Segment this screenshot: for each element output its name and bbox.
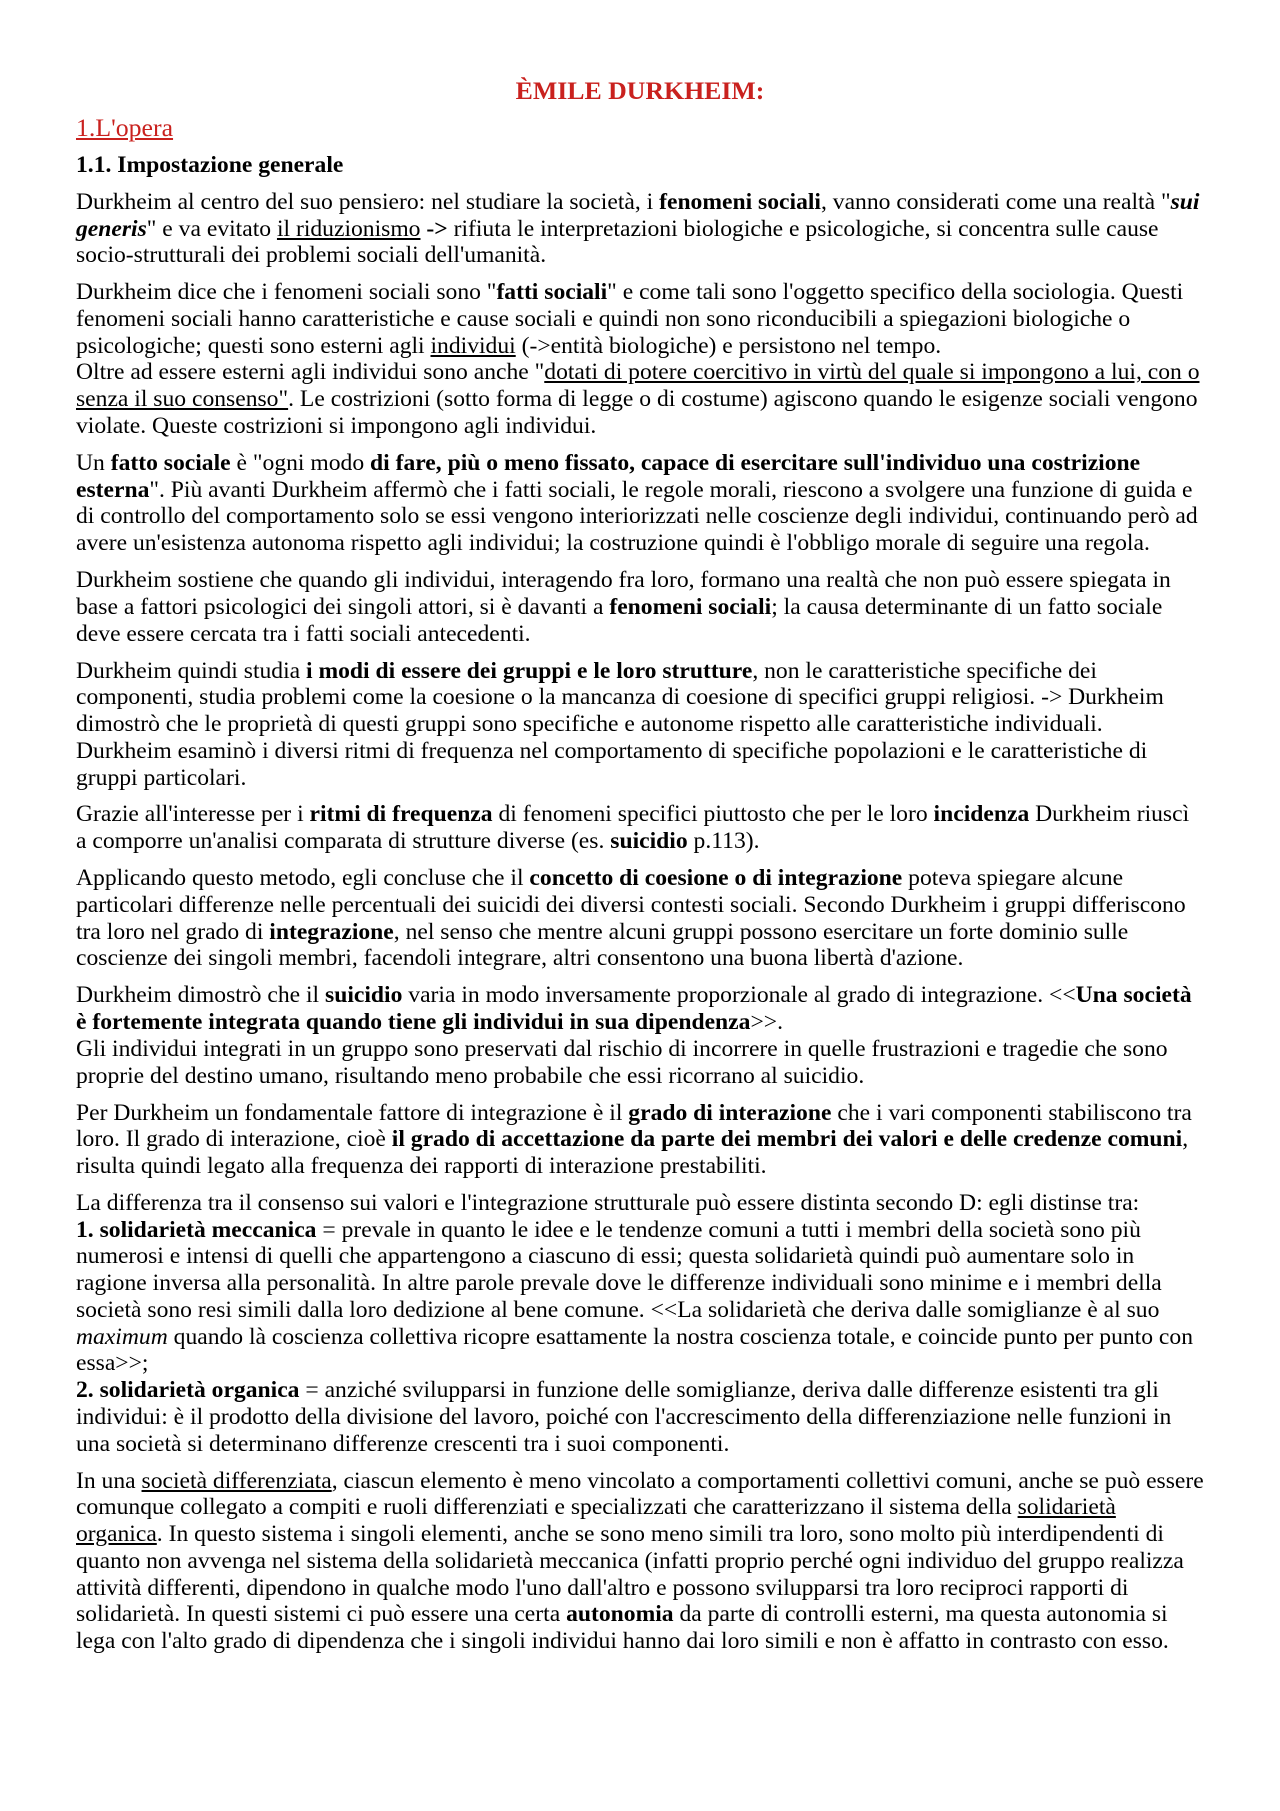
text-run: , ciascun elemento è meno vincolato a comportamenti collettivi comuni, anche se può essere comunque collegato a compiti e ruoli differenziati e specializzati che caratterizzano il sistema della [76, 1467, 1204, 1521]
text-run: (->entità biologiche) e persistono nel tempo. [515, 332, 942, 359]
text-run: , risulta quindi legato alla frequenza dei rapporti di interazione prestabiliti. [76, 1126, 1189, 1179]
bold-text: suicidio [325, 982, 403, 1009]
bold-text: fenomeni sociali [659, 188, 821, 215]
text-run: , non le caratteristiche specifiche dei componenti, studia problemi come la coesione o la mancanza di coesione di specifici gruppi religiosi. -> Durkheim dimostrò che le proprietà di questi gruppi sono specifiche e autonome rispetto alle caratteristiche individuali. Durkheim esaminò i diversi ritmi di frequenza nel comportamento di specifiche popolazioni e le caratteristiche di gruppi particolari. [76, 657, 1164, 791]
text-run: Grazie all'interesse per i [76, 801, 310, 828]
paragraph-10 [76, 1190, 1204, 1458]
bold-text: incidenza [933, 801, 1030, 828]
bold-text: i modi di essere dei gruppi e le loro strutture [306, 657, 753, 684]
underlined-text: società differenziata [141, 1467, 332, 1494]
underlined-text: il riduzionismo [276, 215, 421, 242]
paragraph-3 [76, 450, 1204, 557]
text-run: poteva spiegare alcune particolari differenze nelle percentuali dei suicidi dei diversi contesti sociali. Secondo Durkheim i gruppi differiscono tra loro nel grado di [76, 865, 1186, 945]
text-run: Durkheim riuscì a comporre un'analisi comparata di strutture diverse (es. [76, 801, 1190, 855]
bold-text: fatto sociale [110, 449, 231, 476]
text-run: " e va evitato [146, 215, 277, 242]
subsection-heading: 1.1. Impostazione generale [76, 151, 344, 178]
paragraph-9 [76, 1100, 1204, 1180]
paragraph-5 [76, 658, 1204, 792]
bold-text: suicidio [610, 828, 688, 855]
text-run: >>. [750, 1009, 783, 1036]
text-run: . In questo sistema i singoli elementi, anche se sono meno simili tra loro, sono molto più interdipendenti di quanto non avvenga nel sistema della solidarietà meccanica (infatti proprio perché ogni individuo del gruppo realizza attività differenti, dipendono in qualche modo l'uno dall'altro e possono svilupparsi tra loro reciproci rapporti di solidarietà. In questi sistemi ci può essere una certa [76, 1521, 1184, 1628]
text-run: è "ogni modo [230, 449, 371, 476]
bold-text: fatti sociali [496, 279, 608, 306]
bold-text: autonomia [566, 1601, 674, 1628]
paragraph-1 [76, 189, 1204, 269]
bold-text: ritmi di frequenza [309, 801, 493, 828]
text-run: da parte di controlli esterni, ma questa autonomia si lega con l'alto grado di dipendenza che i singoli individui hanno dai loro simili e non è affatto in contrasto con esso. [76, 1601, 1169, 1655]
text-run: di fenomeni specifici piuttosto che per le loro [492, 801, 934, 828]
text-run: = prevale in quanto le idee e le tendenze comuni a tutti i membri della società sono più numerosi e intensi di quelli che appartengono a ciascuno di essi; questa solidarietà quindi può aumentare solo in ragione inversa alla personalità. In altre parole prevale dove le differenze individuali sono minime e i membri della società sono resi simili dalla loro dedizione al bene comune. <<La solidarietà che deriva dalle somiglianze è al suo [76, 1216, 1162, 1323]
text-run: p.113). [687, 828, 760, 855]
paragraph-8 [76, 982, 1204, 1089]
bold-text: grado di interazione [628, 1099, 832, 1126]
underlined-text: solidarietà organica [76, 1494, 1116, 1548]
document-title: ÈMILE DURKHEIM: [515, 76, 765, 105]
text-run: In una [76, 1467, 142, 1494]
text-run: = anziché svilupparsi in funzione delle somiglianze, deriva dalle differenze esistenti tra gli individui: è il prodotto della divisione del lavoro, poiché con l'accrescimento della differenziazione nelle funzioni in una società si determinano differenze crescenti tra i suoi componenti. [76, 1377, 1172, 1457]
bold-text: fenomeni sociali [609, 593, 772, 620]
text-run: varia in modo inversamente proporzionale al grado di integrazione. << [402, 982, 1076, 1009]
text-run: Durkheim sostiene che quando gli individui, interagendo fra loro, formano una realtà che non può essere spiegata in base a fattori psicologici dei singoli attori, si è davanti a [76, 567, 1171, 620]
text-run: ; la causa determinante di un fatto sociale deve essere cercata tra i fatti sociali antecedenti. [76, 593, 1163, 647]
paragraph-6 [76, 801, 1204, 855]
bold-text: concetto di coesione o di integrazione [529, 865, 903, 892]
bold-text: Una società è fortemente integrata quando tiene gli individui in sua dipendenza [76, 982, 1192, 1036]
bold-text: -> [426, 215, 448, 242]
italic-text: maximum [76, 1323, 168, 1350]
text-run: , vanno considerati come una realtà " [820, 188, 1171, 215]
text-run: quando là coscienza collettiva ricopre esattamente la nostra coscienza totale, e coincide punto per punto con essa>>; [76, 1323, 1193, 1377]
text-run: ". Più avanti Durkheim affermò che i fatti sociali, le regole morali, riescono a svolgere una funzione di guida e di controllo del comportamento solo se essi vengono interiorizzati nelle coscienze degli individui, continuando però ad avere un'esistenza autonoma rispetto agli individui; la costruzione quindi è l'obbligo morale di seguire una regola. [76, 476, 1198, 557]
bold-text: il grado di accettazione da parte dei membri dei valori e delle credenze comuni [391, 1126, 1183, 1153]
paragraph-11 [76, 1468, 1204, 1655]
document-body [76, 189, 1204, 1655]
text-run: Un [76, 449, 111, 476]
text-run: Applicando questo metodo, egli concluse che il [76, 865, 530, 892]
text-run: , nel senso che mentre alcuni gruppi possono esercitare un forte dominio sulle coscienze dei singoli membri, facendoli integrare, altri consentono una buona libertà d'azione. [76, 918, 1129, 972]
bold-text: integrazione [269, 918, 394, 945]
text-run: Oltre ad essere esterni agli individui sono anche " [76, 359, 545, 386]
text-run: Per Durkheim un fondamentale fattore di integrazione è il [76, 1099, 629, 1126]
bold-italic-text: sui generis [76, 188, 1200, 242]
text-run: che i vari componenti stabiliscono tra loro. Il grado di interazione, cioè [76, 1099, 1192, 1153]
section-heading: 1.L'opera [76, 113, 174, 142]
text-run: Durkheim dimostrò che il [76, 982, 326, 1009]
underlined-text: dotati di potere coercitivo in virtù del quale si impongono a lui, con o senza il suo consenso" [76, 359, 1200, 413]
text-run: . Le costrizioni (sotto forma di legge o di costume) agiscono quando le esigenze sociali vengono violate. Queste costrizioni si impongono agli individui. [76, 386, 1198, 439]
bold-text: 2. solidarietà organica [76, 1377, 300, 1404]
text-run: Durkheim al centro del suo pensiero: nel studiare la società, i [76, 188, 660, 215]
text-run: rifiuta le interpretazioni biologiche e psicologiche, si concentra sulle cause socio-strutturali dei problemi sociali dell'umanità. [76, 215, 1159, 269]
text-run: Durkheim quindi studia [76, 657, 307, 684]
paragraph-4 [76, 567, 1204, 647]
text-run: Gli individui integrati in un gruppo sono preservati dal rischio di incorrere in quelle frustrazioni e tragedie che sono proprie del destino umano, risultando meno probabile che essi ricorrano al suicidio. [76, 1035, 1168, 1089]
text-run: Durkheim dice che i fenomeni sociali sono " [76, 279, 497, 306]
bold-text: 1. solidarietà meccanica [76, 1216, 317, 1243]
text-run: " e come tali sono l'oggetto specifico della sociologia. Questi fenomeni sociali hanno caratteristiche e cause sociali e quindi non sono riconducibili a spiegazioni biologiche o psicologiche; questi sono esterni agli [76, 279, 1184, 359]
underlined-text: individui [430, 332, 516, 359]
bold-text: di fare, più o meno fissato, capace di esercitare sull'individuo una costrizione esterna [76, 449, 1141, 503]
paragraph-2 [76, 279, 1204, 440]
paragraph-7 [76, 865, 1204, 972]
text-run: La differenza tra il consenso sui valori e l'integrazione strutturale può essere distinta secondo D: egli distinse tra: [76, 1189, 1140, 1216]
